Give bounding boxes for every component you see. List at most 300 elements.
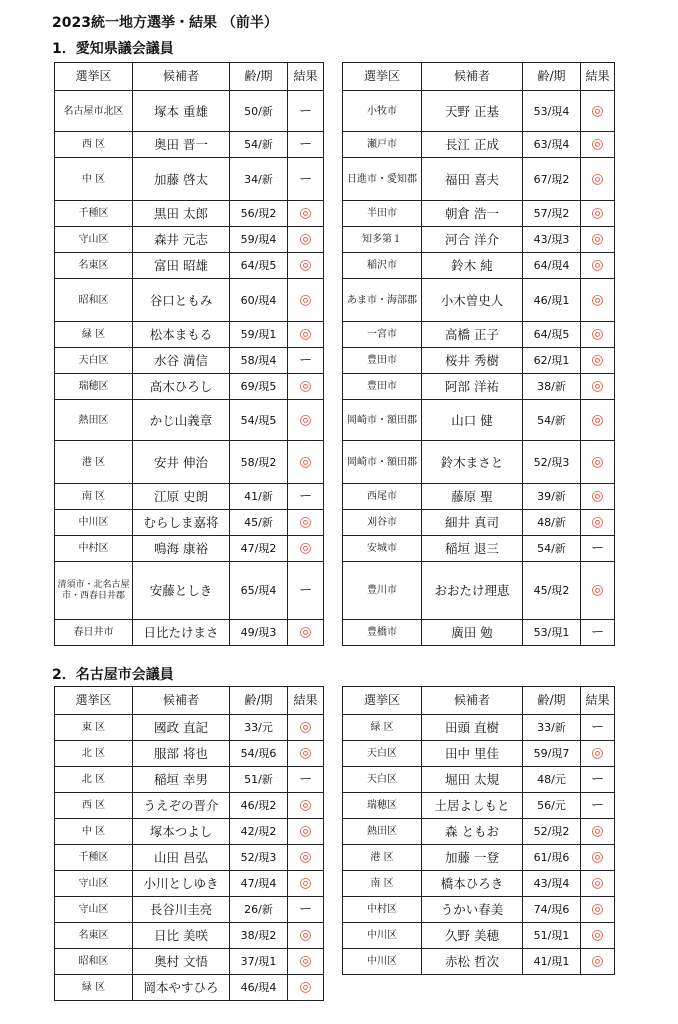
not-elected-mark: ー <box>298 353 312 368</box>
table-row <box>343 949 615 975</box>
prefectural-results-table-left <box>54 62 324 646</box>
result-cell <box>581 871 615 897</box>
age-term-cell: 47/現2 <box>230 536 288 562</box>
elected-mark: ◎ <box>299 205 312 221</box>
district-cell: 岡崎市・額田郡 <box>343 400 422 441</box>
age-term-cell: 59/現4 <box>230 227 288 253</box>
candidate-cell: 天野 正基 <box>422 91 523 132</box>
district-cell: 西尾市 <box>343 484 422 510</box>
candidate-cell: 土居よしもと <box>422 793 523 819</box>
elected-mark: ◎ <box>591 953 604 969</box>
result-cell <box>288 871 324 897</box>
age-term-cell: 65/現4 <box>230 562 288 620</box>
age-term-cell: 54/現5 <box>230 400 288 441</box>
age-term-cell: 46/現1 <box>523 279 581 322</box>
age-term-cell: 45/現2 <box>523 562 581 620</box>
district-cell: あま市・海部郡 <box>343 279 422 322</box>
candidate-cell: 服部 将也 <box>133 741 230 767</box>
not-elected-mark: ー <box>298 103 312 119</box>
result-cell <box>288 441 324 484</box>
age-term-cell: 43/現4 <box>523 871 581 897</box>
candidate-cell: 稲垣 退三 <box>422 536 523 562</box>
table-header-row <box>55 63 324 91</box>
not-elected-mark: ー <box>298 489 312 504</box>
elected-mark: ◎ <box>591 411 604 428</box>
not-elected-mark: ー <box>590 798 604 813</box>
age-term-cell: 54/新 <box>523 400 581 441</box>
district-cell: 豊田市 <box>343 374 422 400</box>
result-cell <box>288 923 324 949</box>
result-cell <box>581 484 615 510</box>
result-cell <box>288 897 324 923</box>
elected-mark: ◎ <box>299 953 312 969</box>
district-cell: 天白区 <box>343 767 422 793</box>
elected-mark: ◎ <box>299 257 312 273</box>
result-cell <box>581 767 615 793</box>
table-row <box>343 322 615 348</box>
result-cell <box>581 132 615 158</box>
elected-mark: ◎ <box>591 823 604 839</box>
age-term-cell: 59/現7 <box>523 741 581 767</box>
district-cell: 小牧市 <box>343 91 422 132</box>
age-term-cell: 43/現3 <box>523 227 581 253</box>
district-cell: 豊川市 <box>343 562 422 620</box>
candidate-cell: 細井 真司 <box>422 510 523 536</box>
district-cell: 港 区 <box>55 441 133 484</box>
prefectural-results-table-right <box>342 62 615 646</box>
district-cell: 瀬戸市 <box>343 132 422 158</box>
table-row <box>343 897 615 923</box>
result-cell <box>288 322 324 348</box>
result-cell <box>581 201 615 227</box>
result-cell <box>288 949 324 975</box>
district-cell: 春日井市 <box>55 620 133 646</box>
age-term-cell: 34/新 <box>230 158 288 201</box>
table-row <box>55 620 324 646</box>
age-term-cell: 59/現1 <box>230 322 288 348</box>
age-term-cell: 64/現5 <box>230 253 288 279</box>
table-row <box>55 158 324 201</box>
candidate-cell: 田頭 直樹 <box>422 715 523 741</box>
table-row <box>55 975 324 1001</box>
elected-mark: ◎ <box>299 291 312 308</box>
table-row <box>343 374 615 400</box>
table-row <box>55 536 324 562</box>
candidate-cell: 水谷 満信 <box>133 348 230 374</box>
result-cell <box>581 227 615 253</box>
header-age: 齢/期 <box>230 687 288 715</box>
result-cell <box>288 227 324 253</box>
table-row <box>343 715 615 741</box>
district-cell: 中村区 <box>55 536 133 562</box>
elected-mark: ◎ <box>299 979 312 995</box>
table-row <box>343 484 615 510</box>
age-term-cell: 63/現4 <box>523 132 581 158</box>
result-cell <box>581 441 615 484</box>
candidate-cell: 加藤 一登 <box>422 845 523 871</box>
district-cell: 西 区 <box>55 793 133 819</box>
district-cell: 天白区 <box>343 741 422 767</box>
candidate-cell: 黒田 太郎 <box>133 201 230 227</box>
result-cell <box>288 620 324 646</box>
candidate-cell: 安藤としき <box>133 562 230 620</box>
age-term-cell: 37/現1 <box>230 949 288 975</box>
table-row <box>55 510 324 536</box>
candidate-cell: おおたけ理恵 <box>422 562 523 620</box>
candidate-cell: 塚本 重雄 <box>133 91 230 132</box>
age-term-cell: 42/現2 <box>230 819 288 845</box>
header-result: 結果 <box>581 63 615 91</box>
result-cell <box>581 845 615 871</box>
district-cell: 熱田区 <box>343 819 422 845</box>
table-row <box>55 279 324 322</box>
header-candidate: 候補者 <box>133 687 230 715</box>
candidate-cell: 森 ともお <box>422 819 523 845</box>
candidate-cell: 奥田 晋一 <box>133 132 230 158</box>
elected-mark: ◎ <box>591 257 604 273</box>
candidate-cell: 橋本ひろき <box>422 871 523 897</box>
candidate-cell: 田中 里佳 <box>422 741 523 767</box>
not-elected-mark: ー <box>298 583 312 598</box>
district-cell: 中 区 <box>55 158 133 201</box>
table-row <box>343 793 615 819</box>
result-cell <box>288 741 324 767</box>
age-term-cell: 41/現1 <box>523 949 581 975</box>
district-cell: 千種区 <box>55 845 133 871</box>
candidate-cell: 山田 昌弘 <box>133 845 230 871</box>
district-cell: 安城市 <box>343 536 422 562</box>
table-row <box>55 793 324 819</box>
table-row <box>343 562 615 620</box>
header-district: 選挙区 <box>55 63 133 91</box>
candidate-cell: 長江 正成 <box>422 132 523 158</box>
district-cell: 刈谷市 <box>343 510 422 536</box>
district-cell: 天白区 <box>55 348 133 374</box>
table-row <box>343 741 615 767</box>
district-cell: 瑞穂区 <box>55 374 133 400</box>
elected-mark: ◎ <box>591 326 604 342</box>
table-row <box>55 871 324 897</box>
result-cell <box>288 348 324 374</box>
elected-mark: ◎ <box>591 875 604 891</box>
not-elected-mark: ー <box>298 902 312 917</box>
header-age: 齢/期 <box>523 687 581 715</box>
table-row <box>343 158 615 201</box>
table-row <box>55 132 324 158</box>
not-elected-mark: ー <box>590 772 604 787</box>
elected-mark: ◎ <box>299 378 312 394</box>
result-cell <box>288 845 324 871</box>
table-row <box>343 871 615 897</box>
result-cell <box>581 562 615 620</box>
elected-mark: ◎ <box>591 514 604 530</box>
district-cell: 南 区 <box>343 871 422 897</box>
table-row <box>55 441 324 484</box>
table-header-row <box>343 687 615 715</box>
table-header-row <box>55 687 324 715</box>
result-cell <box>288 536 324 562</box>
table-row <box>55 374 324 400</box>
header-age: 齢/期 <box>523 63 581 91</box>
district-cell: 緑 区 <box>343 715 422 741</box>
table-row <box>55 201 324 227</box>
district-cell: 守山区 <box>55 871 133 897</box>
district-cell: 北 区 <box>55 767 133 793</box>
candidate-cell: 朝倉 浩一 <box>422 201 523 227</box>
candidate-cell: 鈴木まさと <box>422 441 523 484</box>
result-cell <box>288 767 324 793</box>
candidate-cell: 阿部 洋祐 <box>422 374 523 400</box>
elected-mark: ◎ <box>591 453 604 470</box>
header-result: 結果 <box>288 687 324 715</box>
candidate-cell: 堀田 太規 <box>422 767 523 793</box>
elected-mark: ◎ <box>591 849 604 865</box>
result-cell <box>581 348 615 374</box>
candidate-cell: 福田 喜夫 <box>422 158 523 201</box>
age-term-cell: 67/現2 <box>523 158 581 201</box>
elected-mark: ◎ <box>299 927 312 943</box>
candidate-cell: 日比 美咲 <box>133 923 230 949</box>
table-row <box>343 819 615 845</box>
age-term-cell: 48/新 <box>523 510 581 536</box>
table-row <box>343 91 615 132</box>
age-term-cell: 57/現2 <box>523 201 581 227</box>
candidate-cell: 森井 元志 <box>133 227 230 253</box>
candidate-cell: 高木ひろし <box>133 374 230 400</box>
table-row <box>343 201 615 227</box>
age-term-cell: 38/現2 <box>230 923 288 949</box>
age-term-cell: 26/新 <box>230 897 288 923</box>
elected-mark: ◎ <box>591 170 604 187</box>
candidate-cell: 松本まもる <box>133 322 230 348</box>
elected-mark: ◎ <box>299 745 312 761</box>
table-row <box>55 819 324 845</box>
result-cell <box>288 484 324 510</box>
result-cell <box>288 91 324 132</box>
age-term-cell: 47/現4 <box>230 871 288 897</box>
district-cell: 守山区 <box>55 897 133 923</box>
candidate-cell: 塚本つよし <box>133 819 230 845</box>
elected-mark: ◎ <box>299 823 312 839</box>
result-cell <box>581 741 615 767</box>
district-cell: 清須市・北名古屋市・西春日井郡 <box>55 562 133 620</box>
header-age: 齢/期 <box>230 63 288 91</box>
not-elected-mark: ー <box>590 720 604 735</box>
district-cell: 中 区 <box>55 819 133 845</box>
candidate-cell: 安井 伸治 <box>133 441 230 484</box>
elected-mark: ◎ <box>299 875 312 891</box>
city-results-table-right <box>342 686 615 975</box>
table-row <box>343 227 615 253</box>
candidate-cell: むらしま嘉将 <box>133 510 230 536</box>
table-row <box>55 715 324 741</box>
age-term-cell: 52/現3 <box>523 441 581 484</box>
elected-mark: ◎ <box>591 582 604 598</box>
age-term-cell: 33/新 <box>523 715 581 741</box>
table-row <box>343 923 615 949</box>
age-term-cell: 61/現6 <box>523 845 581 871</box>
result-cell <box>288 201 324 227</box>
header-district: 選挙区 <box>55 687 133 715</box>
table-row <box>343 767 615 793</box>
result-cell <box>581 400 615 441</box>
table-row <box>55 897 324 923</box>
candidate-cell: 國政 直記 <box>133 715 230 741</box>
result-cell <box>581 158 615 201</box>
candidate-cell: 谷口ともみ <box>133 279 230 322</box>
district-cell: 千種区 <box>55 201 133 227</box>
elected-mark: ◎ <box>591 231 604 247</box>
candidate-cell: 河合 洋介 <box>422 227 523 253</box>
section-heading-city: 2．名古屋市会議員 <box>52 667 174 683</box>
district-cell: 瑞穂区 <box>343 793 422 819</box>
section-heading-prefectural: 1．愛知県議会議員 <box>52 41 174 57</box>
table-header-row <box>343 63 615 91</box>
elected-mark: ◎ <box>299 231 312 247</box>
not-elected-mark: ー <box>590 625 604 640</box>
not-elected-mark: ー <box>298 137 312 152</box>
candidate-cell: 高橋 正子 <box>422 322 523 348</box>
elected-mark: ◎ <box>299 514 312 530</box>
table-row <box>343 845 615 871</box>
district-cell: 岡崎市・額田郡 <box>343 441 422 484</box>
header-candidate: 候補者 <box>422 63 523 91</box>
district-cell: 南 区 <box>55 484 133 510</box>
table-row <box>55 322 324 348</box>
district-cell: 中川区 <box>343 949 422 975</box>
result-cell <box>581 279 615 322</box>
age-term-cell: 41/新 <box>230 484 288 510</box>
candidate-cell: 加藤 啓太 <box>133 158 230 201</box>
age-term-cell: 50/新 <box>230 91 288 132</box>
district-cell: 知多第１ <box>343 227 422 253</box>
candidate-cell: 稲垣 幸男 <box>133 767 230 793</box>
age-term-cell: 39/新 <box>523 484 581 510</box>
result-cell <box>288 374 324 400</box>
candidate-cell: 赤松 哲次 <box>422 949 523 975</box>
age-term-cell: 58/現2 <box>230 441 288 484</box>
district-cell: 昭和区 <box>55 279 133 322</box>
result-cell <box>581 536 615 562</box>
header-candidate: 候補者 <box>133 63 230 91</box>
age-term-cell: 52/現2 <box>523 819 581 845</box>
age-term-cell: 56/元 <box>523 793 581 819</box>
age-term-cell: 58/現4 <box>230 348 288 374</box>
result-cell <box>581 923 615 949</box>
district-cell: 豊橋市 <box>343 620 422 646</box>
header-result: 結果 <box>288 63 324 91</box>
result-cell <box>581 374 615 400</box>
result-cell <box>288 715 324 741</box>
city-results-table-left <box>54 686 324 1001</box>
elected-mark: ◎ <box>591 901 604 917</box>
table-row <box>343 132 615 158</box>
candidate-cell: 長谷川圭亮 <box>133 897 230 923</box>
elected-mark: ◎ <box>591 378 604 394</box>
table-row <box>343 348 615 374</box>
not-elected-mark: ー <box>298 772 312 787</box>
table-row <box>343 279 615 322</box>
table-row <box>55 91 324 132</box>
district-cell: 熱田区 <box>55 400 133 441</box>
candidate-cell: 富田 昭雄 <box>133 253 230 279</box>
age-term-cell: 60/現4 <box>230 279 288 322</box>
result-cell <box>581 949 615 975</box>
candidate-cell: かじ山義章 <box>133 400 230 441</box>
table-row <box>343 536 615 562</box>
header-district: 選挙区 <box>343 687 422 715</box>
district-cell: 昭和区 <box>55 949 133 975</box>
table-row <box>55 767 324 793</box>
age-term-cell: 54/現6 <box>230 741 288 767</box>
elected-mark: ◎ <box>299 326 312 342</box>
district-cell: 稲沢市 <box>343 253 422 279</box>
age-term-cell: 56/現2 <box>230 201 288 227</box>
candidate-cell: 鳴海 康裕 <box>133 536 230 562</box>
district-cell: 北 区 <box>55 741 133 767</box>
elected-mark: ◎ <box>591 927 604 943</box>
result-cell <box>581 897 615 923</box>
result-cell <box>288 279 324 322</box>
candidate-cell: 久野 美穂 <box>422 923 523 949</box>
district-cell: 緑 区 <box>55 322 133 348</box>
candidate-cell: 江原 史朗 <box>133 484 230 510</box>
district-cell: 名古屋市北区 <box>55 91 133 132</box>
candidate-cell: うえぞの晋介 <box>133 793 230 819</box>
district-cell: 東 区 <box>55 715 133 741</box>
age-term-cell: 49/現3 <box>230 620 288 646</box>
district-cell: 日進市・愛知郡 <box>343 158 422 201</box>
district-cell: 中川区 <box>55 510 133 536</box>
result-cell <box>288 819 324 845</box>
elected-mark: ◎ <box>591 136 604 152</box>
age-term-cell: 46/現2 <box>230 793 288 819</box>
result-cell <box>288 793 324 819</box>
header-district: 選挙区 <box>343 63 422 91</box>
age-term-cell: 52/現3 <box>230 845 288 871</box>
candidate-cell: 奥村 文悟 <box>133 949 230 975</box>
result-cell <box>581 715 615 741</box>
age-term-cell: 62/現1 <box>523 348 581 374</box>
result-cell <box>288 510 324 536</box>
age-term-cell: 46/現4 <box>230 975 288 1001</box>
age-term-cell: 53/現1 <box>523 620 581 646</box>
district-cell: 中川区 <box>343 923 422 949</box>
candidate-cell: 桜井 秀樹 <box>422 348 523 374</box>
age-term-cell: 53/現4 <box>523 91 581 132</box>
result-cell <box>288 132 324 158</box>
not-elected-mark: ー <box>298 171 312 187</box>
age-term-cell: 64/現5 <box>523 322 581 348</box>
age-term-cell: 38/新 <box>523 374 581 400</box>
table-row <box>55 484 324 510</box>
result-cell <box>288 562 324 620</box>
district-cell: 一宮市 <box>343 322 422 348</box>
age-term-cell: 45/新 <box>230 510 288 536</box>
table-row <box>55 400 324 441</box>
result-cell <box>581 510 615 536</box>
age-term-cell: 51/現1 <box>523 923 581 949</box>
age-term-cell: 64/現4 <box>523 253 581 279</box>
elected-mark: ◎ <box>591 102 604 119</box>
candidate-cell: 岡本やすひろ <box>133 975 230 1001</box>
age-term-cell: 74/現6 <box>523 897 581 923</box>
elected-mark: ◎ <box>299 719 312 735</box>
district-cell: 中村区 <box>343 897 422 923</box>
table-row <box>55 949 324 975</box>
elected-mark: ◎ <box>591 352 604 368</box>
elected-mark: ◎ <box>591 488 604 504</box>
